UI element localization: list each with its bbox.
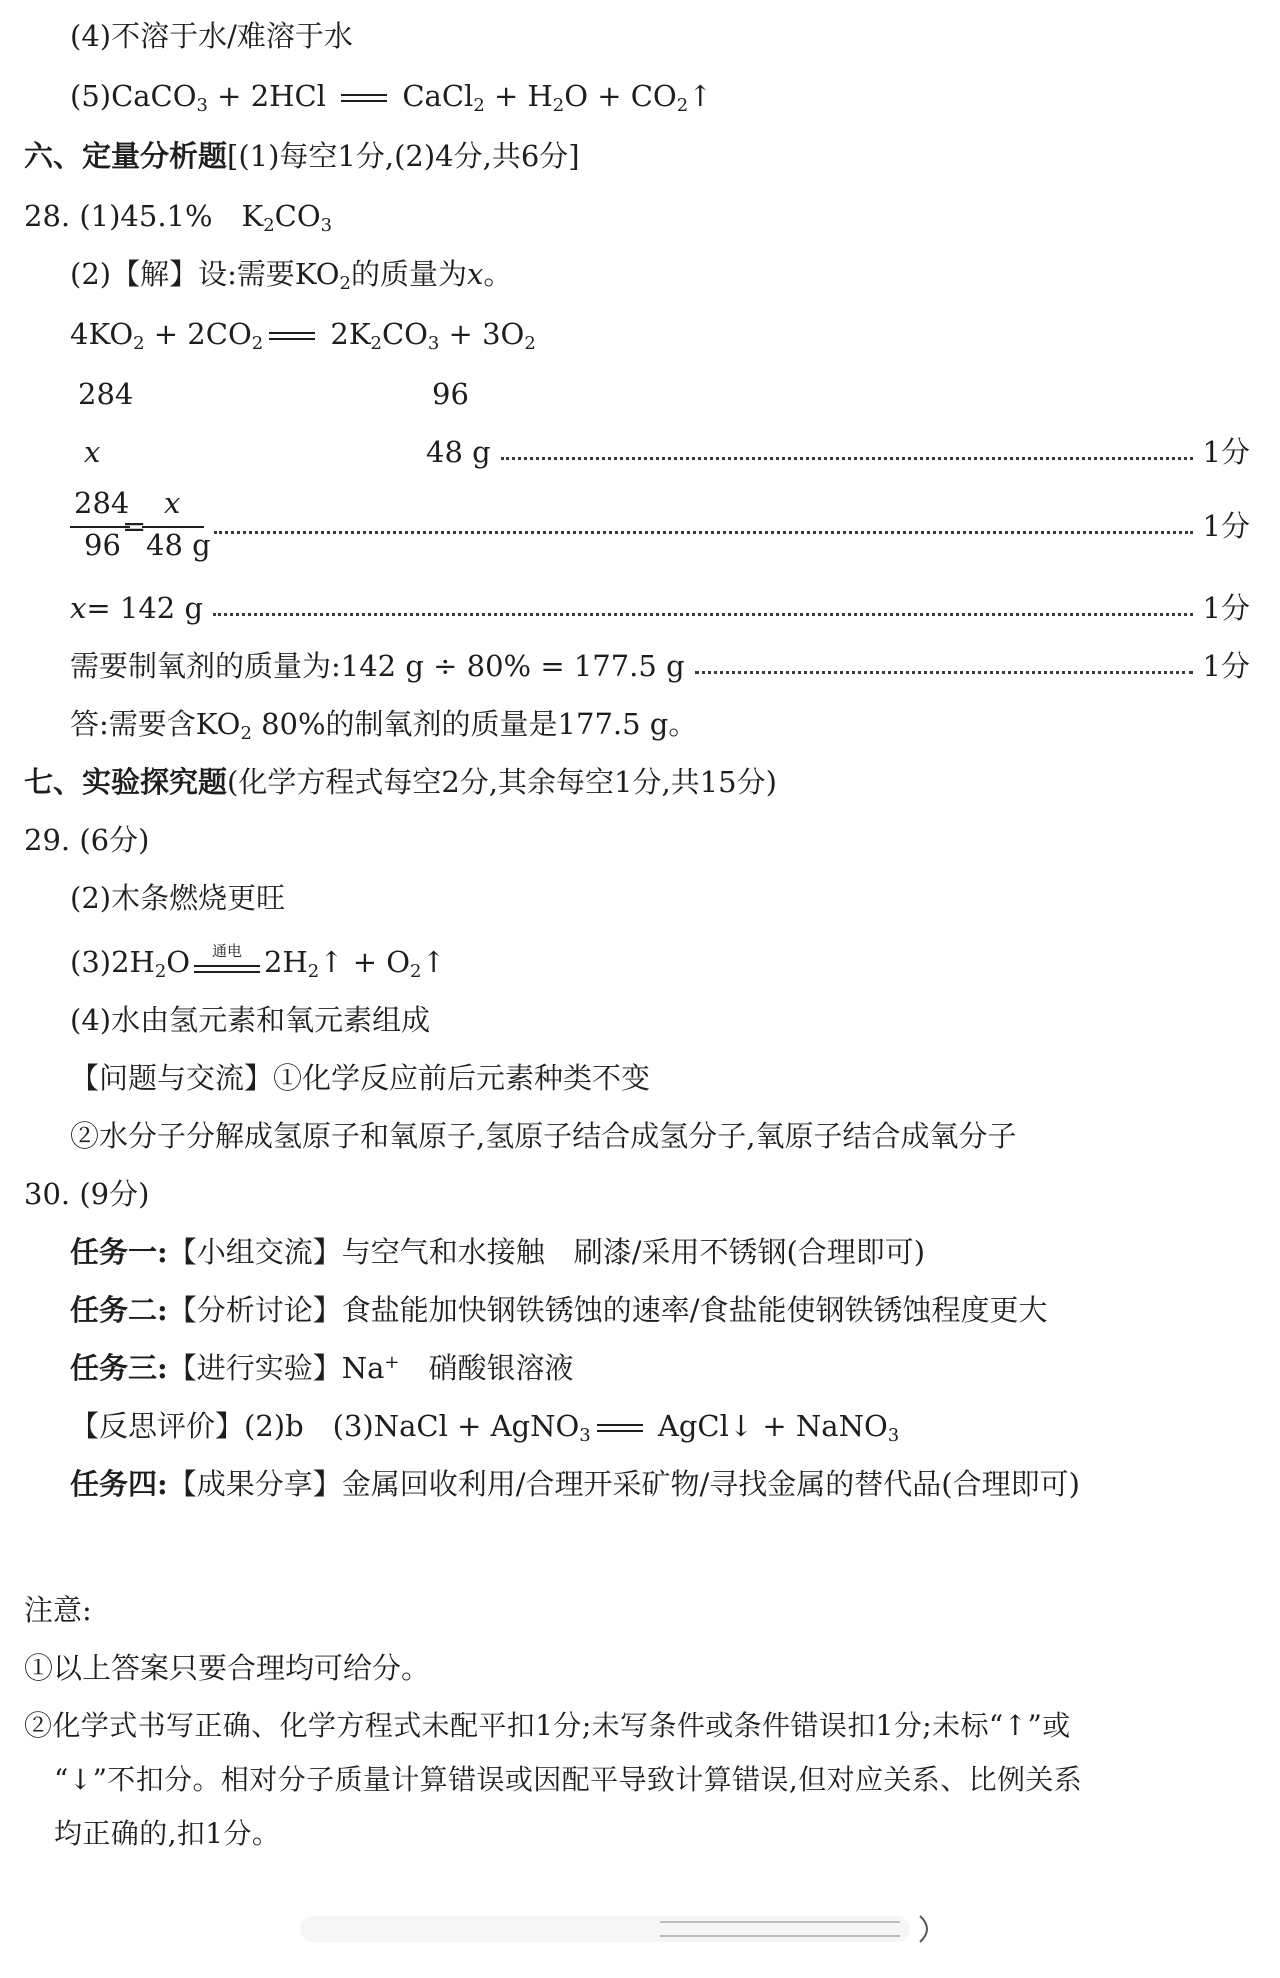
- section-6-heading: 六、定量分析题[(1)每空1分,(2)4分,共6分]: [24, 139, 580, 173]
- note-2-line-2: “↓”不扣分。相对分子质量计算错误或因配平导致计算错误,但对应关系、比例关系: [54, 1763, 1083, 1796]
- molar-mass-ko2: 284: [78, 377, 134, 411]
- answer-29-discussion-2: ②水分子分解成氢原子和氧原子,氢原子结合成氢分子,氧原子结合成氧分子: [70, 1119, 1017, 1153]
- x-value-row: x= 142 g 1分: [70, 588, 1250, 628]
- proportion-row: [204, 506, 1250, 546]
- task-4: 任务四:【成果分享】金属回收利用/合理开采矿物/寻找金属的替代品(合理即可): [70, 1467, 1080, 1501]
- task-3: 任务三:【进行实验】Na+ 硝酸银溶液: [70, 1351, 574, 1385]
- mass-o2-row: 48 g 1分: [426, 432, 1250, 472]
- note-1: ①以上答案只要合理均可给分。: [24, 1651, 431, 1685]
- answer-29-4: (4)水由氢元素和氧元素组成: [70, 1003, 431, 1037]
- equals-sign: [597, 1418, 643, 1438]
- fraction-x-48g: x 48 g: [140, 486, 220, 566]
- answer-27-4: (4)不溶于水/难溶于水: [70, 19, 353, 53]
- task-2: 任务二:【分析讨论】食盐能加快钢铁锈蚀的速率/食盐能使钢铁锈蚀程度更大: [70, 1293, 1048, 1327]
- score-label: 1分: [1202, 591, 1250, 625]
- answer-28-equation: $4KO_2 + 2CO_2$ $2K_2CO_3 + 3O_2$: [70, 317, 536, 355]
- page-footer-mark: [300, 1912, 940, 1946]
- equals-text: =: [122, 509, 147, 543]
- molar-mass-o2: 96: [432, 377, 469, 411]
- reflection-evaluation: 【反思评价】(2)b (3)NaCl + AgNO$_3$ AgCl↓ + NaNO$_3$: [70, 1409, 900, 1447]
- answer-28-conclusion: 答:需要含$KO_2$ 80%的制氧剂的质量是177.5 g。: [70, 707, 698, 745]
- note-2-line-1: ②化学式书写正确、化学方程式未配平扣1分;未写条件或条件错误扣1分;未标“↑”或: [24, 1709, 1071, 1742]
- answer-28-1: 28. (1)45.1% $K_2CO_3$: [24, 199, 333, 237]
- answer-29-discussion-1: 【问题与交流】①化学反应前后元素种类不变: [70, 1061, 651, 1095]
- task-1: 任务一:【小组交流】与空气和水接触 刷漆/采用不锈钢(合理即可): [70, 1235, 926, 1269]
- reaction-condition: 通电: [194, 949, 260, 979]
- note-2-line-3: 均正确的,扣1分。: [54, 1817, 281, 1850]
- section-7-heading: 七、实验探究题(化学方程式每空2分,其余每空1分,共15分): [24, 765, 777, 799]
- score-label: 1分: [1202, 509, 1250, 543]
- answer-28-2-setup: (2)【解】设:需要$KO_2$的质量为x。: [70, 257, 513, 295]
- equals-sign: [341, 88, 387, 108]
- answer-29-2: (2)木条燃烧更旺: [70, 881, 286, 915]
- score-label: 1分: [1202, 435, 1250, 469]
- oxygen-agent-mass-row: 需要制氧剂的质量为:142 g ÷ 80% = 177.5 g 1分: [70, 646, 1250, 686]
- leader-dots: [213, 613, 1193, 616]
- question-30-header: 30. (9分): [24, 1177, 150, 1211]
- unknown-x: x: [84, 435, 101, 469]
- question-29-header: 29. (6分): [24, 823, 150, 857]
- answer-27-5-equation: (5)CaCO$_3$ + 2HCl CaCl$_2$ + $H_2O$ + $CO_2↑$: [70, 79, 713, 117]
- leader-dots: [214, 531, 1193, 534]
- equals-sign: [269, 326, 315, 346]
- fraction-284-96: 284 96: [70, 486, 150, 566]
- leader-dots: [695, 671, 1193, 674]
- score-label: 1分: [1202, 649, 1250, 683]
- notes-heading: 注意:: [24, 1593, 92, 1627]
- answer-29-3-equation: $(3)2H_2O$ 通电 $2H_2↑$ + $O_2↑$: [70, 942, 446, 983]
- leader-dots: [501, 457, 1193, 460]
